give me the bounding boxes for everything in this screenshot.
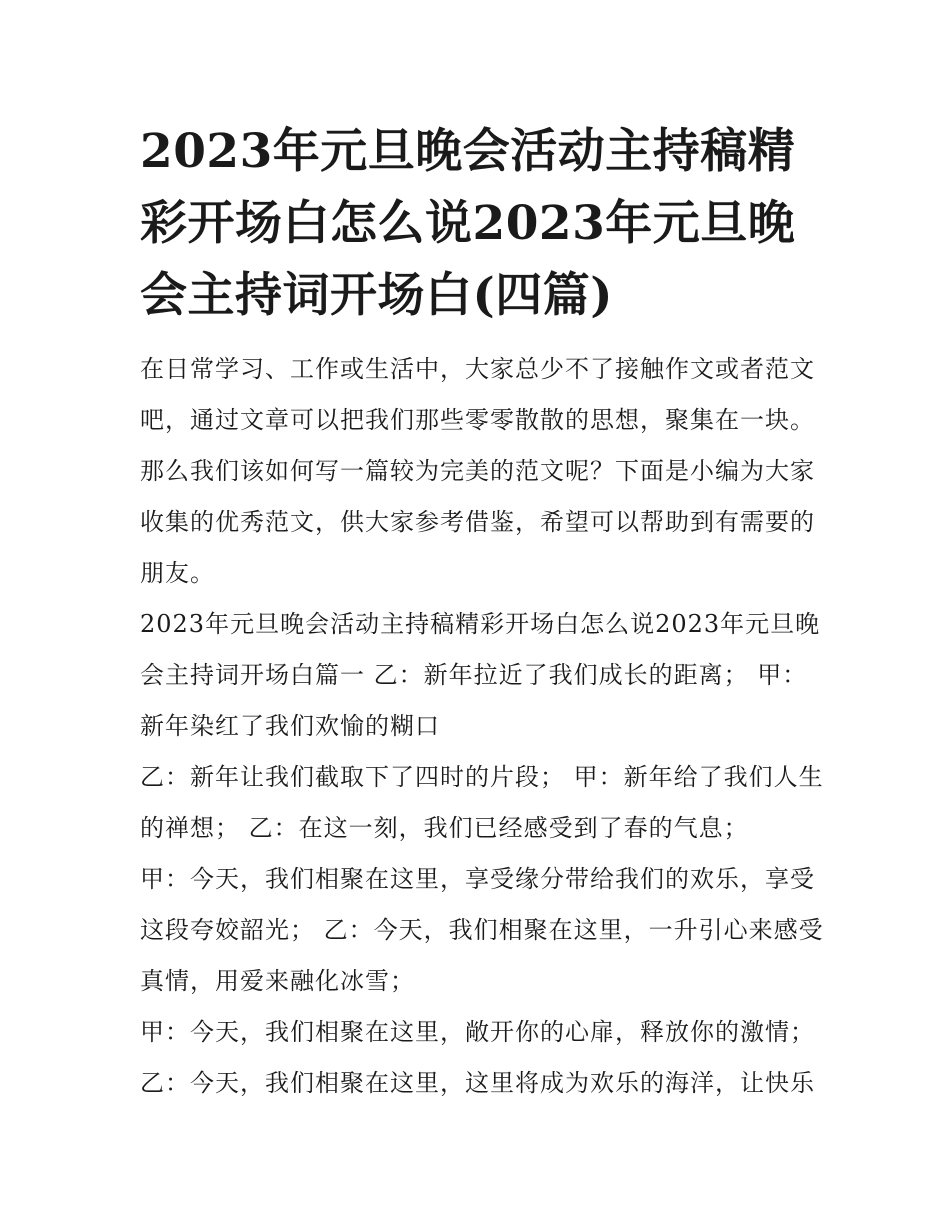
paragraph-dialogue: 乙：新年让我们截取下了四时的片段； 甲：新年给了我们人生的禅想； 乙：在这一刻，我们已经感受到了春的气息； <box>140 763 824 842</box>
paragraph-intro: 在日常学习、工作或生活中，大家总少不了接触作文或者范文吧，通过文章可以把我们那些零零散散的思想，聚集在一块。那么我们该如何写一篇较为完美的范文呢？下面是小编为大家收集的优秀范文，供大家参考借鉴，希望可以帮助到有需要的朋友。 <box>140 355 815 587</box>
document-title: 2023年元旦晚会活动主持稿精彩开场白怎么说2023年元旦晚会主持词开场白(四篇) <box>140 124 796 323</box>
paragraph-section-one-opening: 2023年元旦晚会活动主持稿精彩开场白怎么说2023年元旦晚会主持词开场白篇一 乙：新年拉近了我们成长的距离； 甲：新年染红了我们欢愉的糊口 <box>140 610 821 740</box>
document-page <box>140 116 830 1109</box>
paragraph-dialogue: 乙：今天，我们相聚在这里，这里将成为欢乐的海洋，让快乐 <box>140 1069 815 1097</box>
paragraph-dialogue: 甲：今天，我们相聚在这里，享受缘分带给我们的欢乐，享受这段夸姣韶光； 乙：今天，我们相聚在这里，一升引心来感受真情，用爱来融化冰雪； <box>140 865 824 995</box>
paragraph-dialogue: 甲：今天，我们相聚在这里，敞开你的心扉，释放你的激情； <box>140 1018 815 1046</box>
